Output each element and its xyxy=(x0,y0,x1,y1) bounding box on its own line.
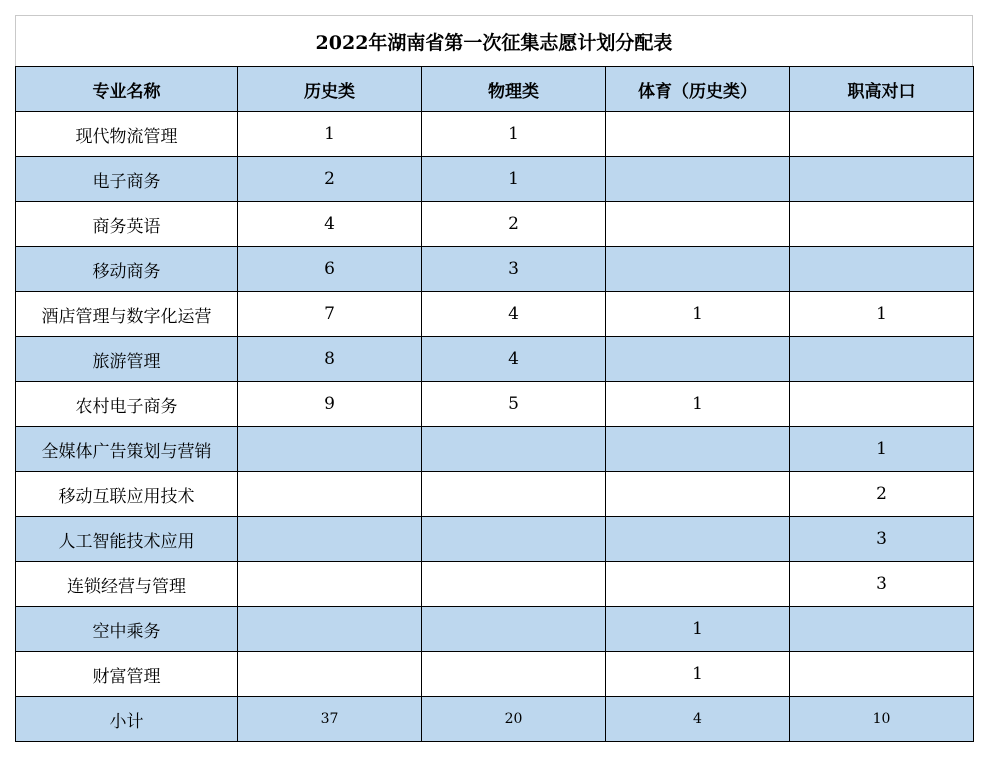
sports-cell: 1 xyxy=(606,382,790,427)
major-cell: 移动互联应用技术 xyxy=(16,472,238,517)
vocational-cell xyxy=(790,112,974,157)
history-cell xyxy=(238,427,422,472)
subtotal-sports: 4 xyxy=(606,697,790,742)
sports-cell xyxy=(606,337,790,382)
subtotal-history: 37 xyxy=(238,697,422,742)
allocation-sheet xyxy=(15,15,973,742)
table-row xyxy=(16,427,974,472)
vocational-cell xyxy=(790,247,974,292)
physics-cell xyxy=(422,517,606,562)
table-row xyxy=(16,292,974,337)
physics-cell: 1 xyxy=(422,112,606,157)
major-cell: 移动商务 xyxy=(16,247,238,292)
major-cell: 人工智能技术应用 xyxy=(16,517,238,562)
history-cell: 8 xyxy=(238,337,422,382)
history-cell: 7 xyxy=(238,292,422,337)
physics-cell xyxy=(422,607,606,652)
sports-cell xyxy=(606,112,790,157)
header-vocational: 职高对口 xyxy=(790,67,974,112)
allocation-table xyxy=(15,66,974,742)
history-cell xyxy=(238,517,422,562)
history-cell: 2 xyxy=(238,157,422,202)
history-cell xyxy=(238,472,422,517)
major-cell: 商务英语 xyxy=(16,202,238,247)
table-row xyxy=(16,202,974,247)
physics-cell xyxy=(422,472,606,517)
physics-cell xyxy=(422,652,606,697)
vocational-cell xyxy=(790,337,974,382)
vocational-cell: 3 xyxy=(790,562,974,607)
history-cell: 9 xyxy=(238,382,422,427)
sports-cell: 1 xyxy=(606,292,790,337)
physics-cell xyxy=(422,427,606,472)
table-title: 2022年湖南省第一次征集志愿计划分配表 xyxy=(15,15,973,66)
table-row xyxy=(16,562,974,607)
vocational-cell xyxy=(790,382,974,427)
vocational-cell: 2 xyxy=(790,472,974,517)
table-row xyxy=(16,652,974,697)
major-cell: 全媒体广告策划与营销 xyxy=(16,427,238,472)
table-row xyxy=(16,382,974,427)
major-cell: 连锁经营与管理 xyxy=(16,562,238,607)
table-row xyxy=(16,247,974,292)
history-cell: 1 xyxy=(238,112,422,157)
physics-cell: 1 xyxy=(422,157,606,202)
header-physics: 物理类 xyxy=(422,67,606,112)
major-cell: 农村电子商务 xyxy=(16,382,238,427)
history-cell: 6 xyxy=(238,247,422,292)
vocational-cell: 1 xyxy=(790,427,974,472)
subtotal-physics: 20 xyxy=(422,697,606,742)
sports-cell xyxy=(606,157,790,202)
header-history: 历史类 xyxy=(238,67,422,112)
sports-cell: 1 xyxy=(606,607,790,652)
sports-cell xyxy=(606,247,790,292)
sports-cell xyxy=(606,427,790,472)
table-row xyxy=(16,157,974,202)
history-cell xyxy=(238,562,422,607)
header-row xyxy=(16,67,974,112)
header-major: 专业名称 xyxy=(16,67,238,112)
table-row xyxy=(16,472,974,517)
physics-cell: 3 xyxy=(422,247,606,292)
table-row xyxy=(16,517,974,562)
physics-cell: 4 xyxy=(422,292,606,337)
vocational-cell xyxy=(790,157,974,202)
major-cell: 电子商务 xyxy=(16,157,238,202)
header-sports-history: 体育（历史类） xyxy=(606,67,790,112)
sports-cell xyxy=(606,562,790,607)
vocational-cell xyxy=(790,202,974,247)
vocational-cell xyxy=(790,652,974,697)
major-cell: 财富管理 xyxy=(16,652,238,697)
vocational-cell: 1 xyxy=(790,292,974,337)
table-row xyxy=(16,112,974,157)
subtotal-label: 小计 xyxy=(16,697,238,742)
table-row xyxy=(16,337,974,382)
history-cell: 4 xyxy=(238,202,422,247)
physics-cell xyxy=(422,562,606,607)
major-cell: 空中乘务 xyxy=(16,607,238,652)
sports-cell xyxy=(606,202,790,247)
vocational-cell: 3 xyxy=(790,517,974,562)
major-cell: 现代物流管理 xyxy=(16,112,238,157)
physics-cell: 5 xyxy=(422,382,606,427)
sports-cell xyxy=(606,517,790,562)
table-row xyxy=(16,607,974,652)
physics-cell: 2 xyxy=(422,202,606,247)
major-cell: 旅游管理 xyxy=(16,337,238,382)
vocational-cell xyxy=(790,607,974,652)
major-cell: 酒店管理与数字化运营 xyxy=(16,292,238,337)
subtotal-row xyxy=(16,697,974,742)
history-cell xyxy=(238,652,422,697)
physics-cell: 4 xyxy=(422,337,606,382)
subtotal-vocational: 10 xyxy=(790,697,974,742)
history-cell xyxy=(238,607,422,652)
sports-cell: 1 xyxy=(606,652,790,697)
sports-cell xyxy=(606,472,790,517)
